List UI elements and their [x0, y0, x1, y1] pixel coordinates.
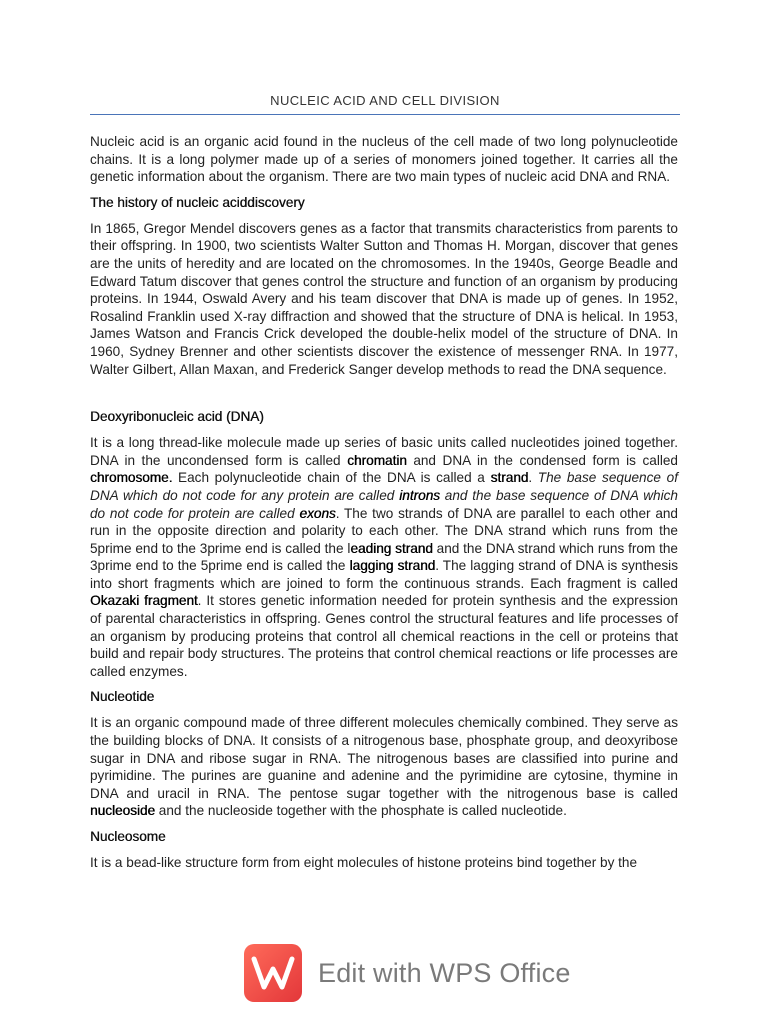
wps-watermark-label: Edit with WPS Office — [318, 957, 571, 988]
wps-watermark[interactable] — [244, 944, 571, 1002]
nucleosome-heading: Nucleosome — [90, 829, 166, 844]
dna-text-2: and DNA in the condensed form is called — [406, 452, 678, 468]
nucleotide-heading: Nucleotide — [90, 689, 155, 705]
history-heading: The history of nucleic aciddiscovery — [90, 194, 305, 210]
dna-text-5: . The two strands of DNA are parallel to each other and run in the opposite direction and polarity to each other. The DNA strand which runs from the 5prime end to the 3prime end is called the l — [90, 505, 678, 556]
header-rule — [90, 114, 680, 115]
dna-heading: Deoxyribonucleic acid (DNA) — [90, 409, 264, 425]
document-body — [90, 133, 678, 880]
nucleotide-text-2: and the nucleoside together with the phosphate is called nucleotide. — [155, 803, 567, 819]
dna-text-1: It is a long thread-like molecule made up series of basic units called nucleotides joined together. DNA in the uncondensed form is called — [90, 435, 678, 468]
dna-text-4: . — [528, 470, 538, 486]
keyword-introns: introns — [399, 487, 440, 503]
dna-paragraph — [90, 434, 678, 680]
keyword-strand: strand — [490, 470, 529, 486]
nucleosome-paragraph: It is a bead-like structure form from eight molecules of histone proteins bind together by the — [90, 855, 638, 870]
keyword-okazaki-fragment: Okazaki fragment — [90, 593, 198, 609]
nucleotide-text-1: It is an organic compound made of three different molecules chemically combined. They serve as the building blocks of DNA. It consists of a nitrogenous base, phosphate group, and deoxyribose sugar in DNA and ribose sugar in RNA. The nitrogenous bases are classified into purine and pyrimidine. The purines are guanine and adenine and the pyrimidine are cytosine, thymine in DNA and uracil in RNA. The pentose sugar together with the nitrogenous base is called — [90, 715, 678, 801]
page-header-title: NUCLEIC ACID AND CELL DIVISION — [270, 93, 500, 108]
section-spacer — [90, 386, 678, 408]
dna-text-7: . The lagging strand of DNA is synthesis into short fragments which are joined to form the continuous strands. Each fragment is called — [90, 558, 678, 591]
nucleotide-paragraph — [90, 714, 678, 820]
dna-italic-1: The base sequence of DNA which do not code for any protein are called — [90, 470, 678, 503]
history-paragraph: In 1865, Gregor Mendel discovers genes as a factor that transmits characteristics from parents to their offspring. In 1900, two scientists Walter Sutton and Thomas H. Morgan, discover that genes are the units of heredity and are located on the chromosomes. In the 1940s, George Beadle and Edward Tatum discover that genes control the structure and function of an organism by producing proteins. In 1944, Oswald Avery and his team discover that DNA is made up of genes. In 1952, Rosalind Franklin used X-ray diffraction and showed that the structure of DNA is helical. In 1953, James Watson and Francis Crick developed the double-helix model of the structure of DNA. In 1960, Sydney Brenner and other scientists discover the existence of messenger RNA. In 1977, Walter Gilbert, Allan Maxan, and Frederick Sanger develop methods to read the DNA sequence. — [90, 220, 678, 377]
wps-w-icon — [251, 955, 295, 991]
keyword-nucleoside: nucleoside — [90, 803, 155, 819]
keyword-chromatin: chromatin — [347, 452, 407, 468]
dna-text-3: Each polynucleotide chain of the DNA is called a — [172, 470, 491, 486]
keyword-lagging-strand: lagging strand — [349, 558, 436, 574]
wps-logo-icon — [244, 944, 302, 1002]
intro-paragraph: Nucleic acid is an organic acid found in the nucleus of the cell made of two long polynucleotide chains. It is a long polymer made up of a series of monomers joined together. It carries all the genetic information about the organism. There are two main types of nucleic acid DNA and RNA. — [90, 134, 678, 185]
dna-text-6: and the DNA strand which runs from the 3prime end to the 5prime end is called the — [90, 540, 678, 574]
dna-italic-2: and the base sequence of DNA which do not code for protein are called — [90, 487, 678, 521]
dna-text-8: . It stores genetic information needed for protein synthesis and the expression of parental characteristics in offspring. Genes control the structural features and life processes of an organism by producing proteins that control all chemical reactions in the cell or proteins that build and repair body structures. The proteins that control chemical reactions or life processes are called enzymes. — [90, 593, 678, 679]
keyword-exons: exons — [299, 505, 336, 521]
keyword-leading-strand: eading strand — [350, 540, 433, 556]
keyword-chromosome: chromosome. — [90, 470, 173, 486]
